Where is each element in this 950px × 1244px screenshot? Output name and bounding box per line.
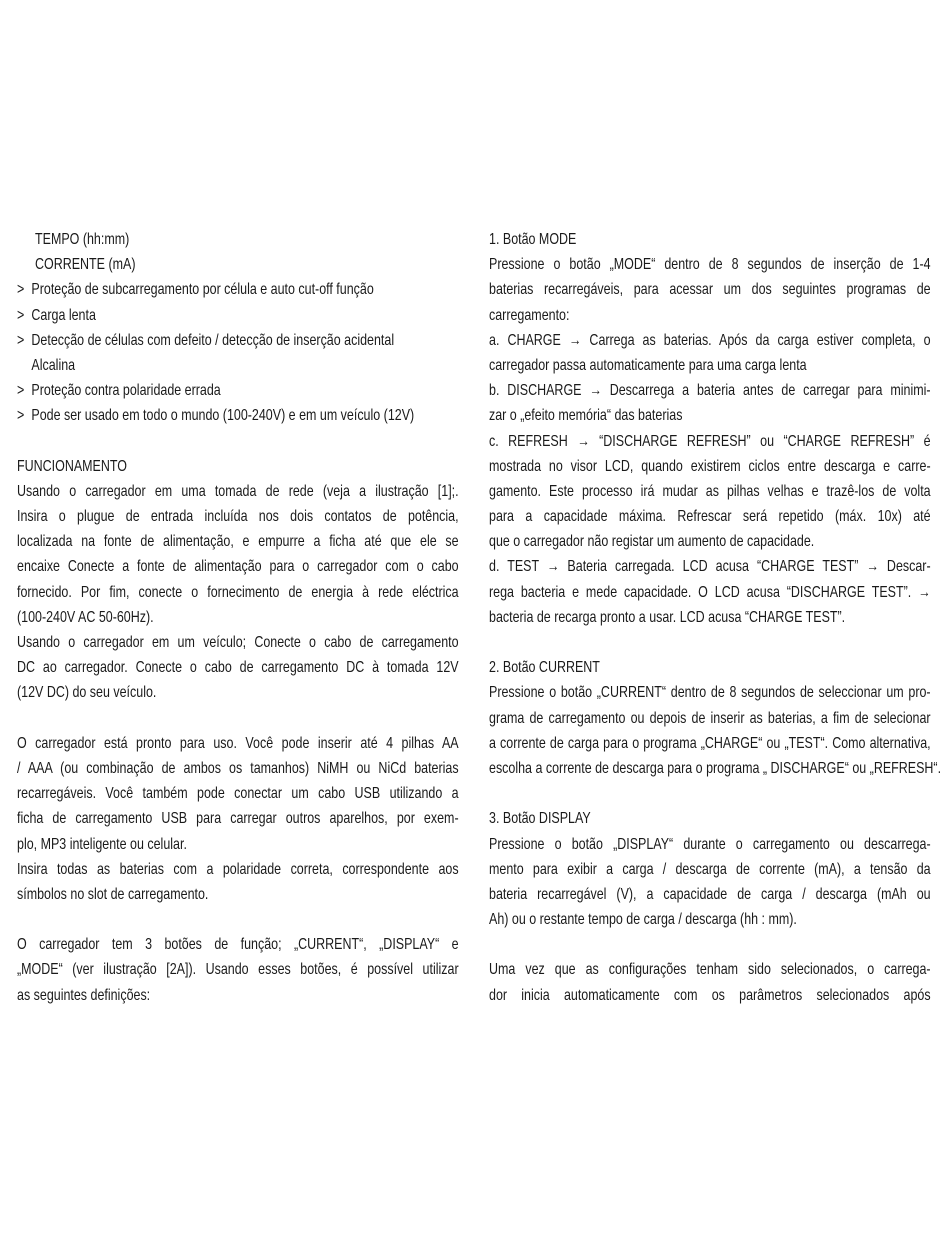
text-line: plo, MP3 inteligente ou celular.	[17, 835, 187, 853]
text-line: (12V DC) do seu veículo.	[17, 684, 157, 702]
feature-item: > Proteção de subcarregamento por célula e auto cut-off função	[17, 277, 371, 302]
text-line: Usando o carregador em um veículo; Conecte o cabo de carregamento	[17, 634, 459, 651]
text-line: encaixe Conecte a fonte de alimentação para o carregador com o cabo	[17, 558, 459, 576]
text-line: Pressione o botão „MODE“ dentro de 8 segundos de inserção de 1-4	[489, 256, 931, 274]
text-line: Uma vez que as configurações tenham sido selecionados, o carrega-	[489, 961, 931, 979]
text-line: carregador passa automaticamente para uma carga lenta	[489, 356, 807, 374]
text-line: mento para exibir a carga / descarga de corrente (mA), a tensão da	[489, 860, 931, 878]
text-line: a. CHARGE → Carrega as baterias. Após da carga estiver completa, o	[489, 331, 931, 349]
text-line: O carregador está pronto para uso. Você pode inserir até 4 pilhas AA	[17, 734, 459, 752]
text-line: (100-240V AC 50-60Hz).	[17, 608, 154, 626]
text-line: b. DISCHARGE → Descarrega a bateria antes de carregar para minimi-	[489, 382, 931, 400]
text-line: recarregáveis. Você também pode conectar um cabo USB utilizando a	[17, 785, 459, 803]
text-line: para a capacidade máxima. Refrescar será repetido (máx. 10x) até	[489, 508, 931, 526]
text-line: rega bacteria e mede capacidade. O LCD acusa “DISCHARGE TEST”. →	[489, 583, 931, 601]
text-line: zar o „efeito memória“ das baterias	[489, 407, 683, 425]
feature-item: > Proteção contra polaridade errada	[17, 378, 371, 403]
text-line: localizada na fonte de alimentação, e empurre a ficha até que ele se	[17, 533, 459, 551]
feature-item: > Carga lenta	[17, 303, 371, 328]
text-line: mostrada no visor LCD, quando existirem ciclos entre descarga e carre-	[489, 457, 931, 475]
section-heading: 1. Botão MODE	[489, 231, 577, 248]
text-line: bacteria de recarga pronto a usar. LCD acusa “CHARGE TEST”.	[489, 608, 846, 626]
text-line: „MODE“ (ver ilustração [2A]). Usando esses botões, é possível utilizar	[17, 961, 459, 979]
text-line: d. TEST → Bateria carregada. LCD acusa “CHARGE TEST” → Descar-	[489, 558, 931, 576]
text-line: gamento. Este processo irá mudar as pilhas velhas e trazê-los de volta	[489, 482, 931, 500]
text-line: carregamento:	[489, 306, 570, 324]
text-line: que o carregador não registar um aumento de capacidade.	[489, 533, 815, 551]
spec-line: CORRENTE (mA)	[35, 256, 136, 274]
text-line: DC ao carregador. Conecte o cabo de carregamento DC à tomada 12V	[17, 659, 459, 677]
text-line: baterias recarregáveis, para acessar um dos seguintes programas de	[489, 281, 931, 299]
text-line: O carregador tem 3 botões de função; „CURRENT“, „DISPLAY“ e	[17, 936, 459, 954]
text-line: c. REFRESH → “DISCHARGE REFRESH” ou “CHARGE REFRESH” é	[489, 432, 931, 450]
text-line: Usando o carregador em uma tomada de rede (veja a ilustração [1];.	[17, 482, 459, 500]
text-line: Pressione o botão „DISPLAY“ durante o carregamento ou descarrega-	[489, 835, 931, 853]
spec-line: TEMPO (hh:mm)	[35, 231, 130, 248]
section-heading: FUNCIONAMENTO	[17, 457, 127, 475]
bullet-marker: >	[17, 306, 25, 324]
text-line: Insira o plugue de entrada incluída nos dois contatos de potência,	[17, 508, 459, 526]
feature-item: > Pode ser usado em todo o mundo (100-240V) e em um veículo (12V)	[17, 403, 371, 428]
left-column	[17, 227, 459, 1008]
text-line: escolha a corrente de descarga para o programa „ DISCHARGE“ ou „REFRESH“.	[489, 759, 942, 777]
bullet-marker: >	[17, 382, 25, 400]
text-line: Insira todas as baterias com a polaridade correta, correspondente aos	[17, 860, 459, 878]
text-line: Pressione o botão „CURRENT“ dentro de 8 segundos de seleccionar um pro-	[489, 684, 931, 702]
bullet-marker: >	[17, 281, 25, 299]
text-line: Ah) ou o restante tempo de carga / descarga (hh : mm).	[489, 911, 797, 929]
text-line: ficha de carregamento USB para carregar outros aparelhos, por exem-	[17, 810, 459, 828]
text-line: as seguintes definições:	[17, 986, 151, 1004]
bullet-marker: >	[17, 407, 25, 425]
text-line: bateria recarregável (V), a capacidade de carga / descarga (mAh ou	[489, 885, 931, 903]
section-heading: 2. Botão CURRENT	[489, 659, 600, 677]
section-heading: 3. Botão DISPLAY	[489, 810, 591, 828]
right-column	[489, 227, 942, 1008]
bullet-marker: >	[17, 331, 25, 349]
feature-item: > Detecção de células com defeito / detecção de inserção acidental	[17, 328, 371, 353]
text-line: fornecido. Por fim, conecte o fornecimento de energia à rede eléctrica	[17, 583, 459, 601]
text-line: a corrente de carga para o programa „CHARGE“ ou „TEST“. Como alternativa,	[489, 734, 931, 752]
text-line: dor inicia automaticamente com os parâmetros selecionados após	[489, 986, 931, 1004]
feature-item-continuation: Alcalina	[31, 356, 76, 374]
text-line: símbolos no slot de carregamento.	[17, 885, 209, 903]
text-line: / AAA (ou combinação de ambos os tamanhos) NiMH ou NiCd baterias	[17, 759, 459, 777]
text-line: grama de carregamento ou depois de inserir as baterias, a fim de selecionar	[489, 709, 931, 727]
